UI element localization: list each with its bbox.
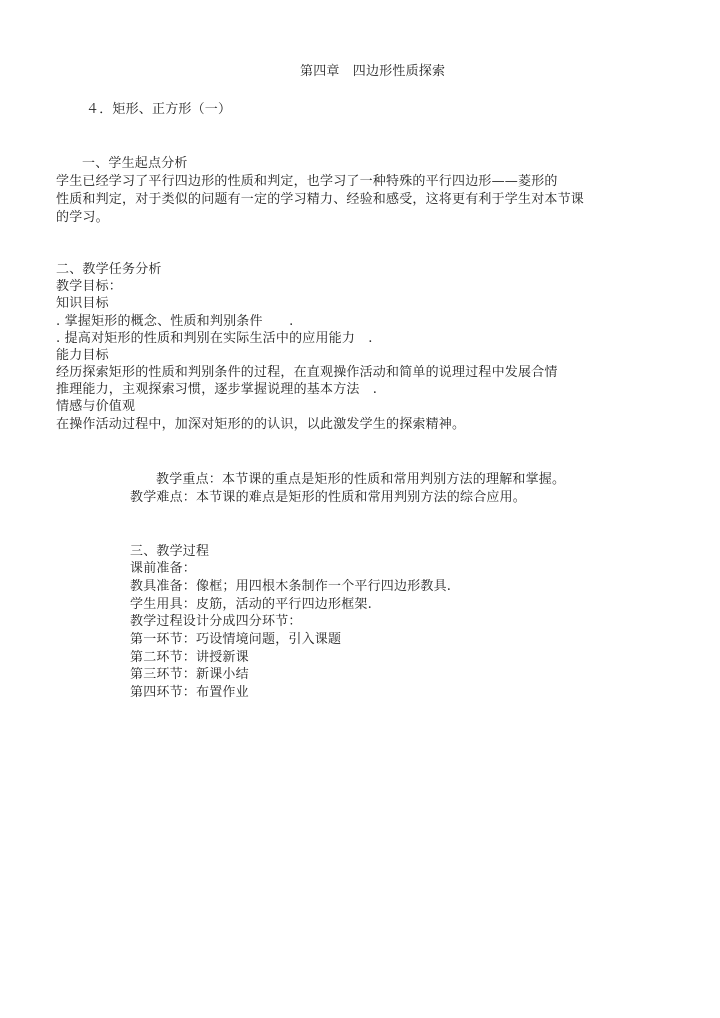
knowledge-item: . 提高对矩形的性质和判别在实际生活中的应用能力 .: [56, 331, 373, 346]
process-step: 第四环节：布置作业: [130, 685, 249, 700]
prep-label: 课前准备：: [130, 561, 197, 576]
knowledge-item: . 掌握矩形的概念、性质和判别条件 .: [56, 314, 294, 329]
process-step: 第三环节：新课小结: [130, 667, 249, 682]
design-intro: 教学过程设计分成四分环节：: [130, 614, 302, 629]
section1-heading: 一、学生起点分析: [82, 156, 188, 171]
goals-label: 教学目标：: [56, 279, 123, 294]
process-step: 第一环节：巧设情境问题，引入课题: [130, 632, 342, 647]
key-point: 教学重点：本节课的重点是矩形的性质和常用判别方法的理解和掌握。: [156, 472, 566, 487]
student-tools: 学生用具：皮筋，活动的平行四边形框架.: [130, 597, 372, 612]
section2-heading: 二、教学任务分析: [56, 262, 162, 277]
emotion-line: 在操作活动过程中，加深对矩形的的认识，以此激发学生的探索精神。: [56, 417, 466, 432]
lesson-title: ４．矩形、正方形（一）: [86, 102, 232, 117]
section1-line: 性质和判定，对于类似的问题有一定的学习精力、经验和感受，这将更有利于学生对本节课: [56, 192, 585, 207]
ability-line: 推理能力，主观探索习惯，逐步掌握说理的基本方法 .: [56, 382, 378, 397]
section1-line: 的学习。: [56, 210, 109, 225]
section1-line: 学生已经学习了平行四边形的性质和判定，也学习了一种特殊的平行四边形——菱形的: [56, 174, 558, 189]
chapter-title: 第四章 四边形性质探索: [300, 64, 446, 79]
ability-line: 经历探索矩形的性质和判别条件的过程，在直观操作活动和简单的说理过程中发展合情: [56, 365, 558, 380]
knowledge-label: 知识目标: [56, 296, 109, 311]
difficulty: 教学难点：本节课的难点是矩形的性质和常用判别方法的综合应用。: [130, 490, 527, 505]
emotion-label: 情感与价值观: [56, 399, 136, 414]
process-step: 第二环节：讲授新课: [130, 650, 249, 665]
teacher-tools: 教具准备：像框；用四根木条制作一个平行四边形教具.: [130, 579, 452, 594]
section3-heading: 三、教学过程: [130, 544, 210, 559]
ability-label: 能力目标: [56, 348, 109, 363]
